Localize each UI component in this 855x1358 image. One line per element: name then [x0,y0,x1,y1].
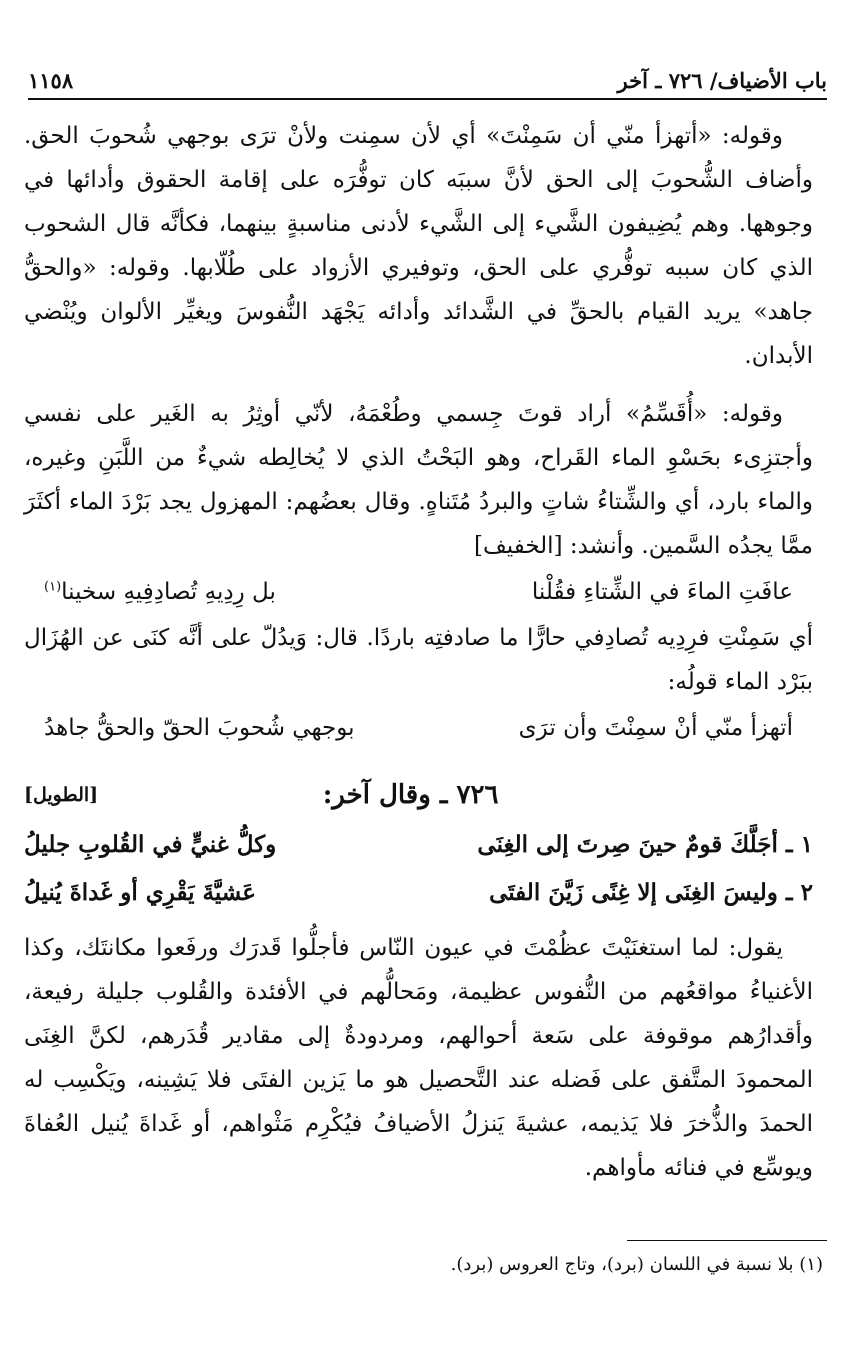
section-heading [24,770,813,820]
running-title: باب الأضياف/ ٧٢٦ ـ آخر [617,67,827,93]
poem-first-hemistich: ٢ ـ وليسَ الغِنَى إلا غِنًى زَيَّنَ الفتَى [489,878,813,906]
poem-line-1 [24,820,813,868]
poem-second-hemistich: وكلُّ غنيٍّ في القُلوبِ جليلُ [24,830,277,858]
verse-line-2 [24,704,813,752]
page-header [28,62,827,100]
verse-line-1 [24,568,813,616]
paragraph-1: وقوله: «أتهزأ منّي أن سَمِنْتَ» أي لأن سمِنت ولأنْ ترَى بوجهي شُحوبَ الحق. وأضاف الشُّحوبَ إلى الحق لأنَّ سببَه كان توفُّرَه على إقامة الحقوق وأدائها في وجوهها. وهم يُضِيفون الشَّيء إلى الشَّيء لأدنى مناسبةٍ بينهما، فكأنَّه قال الشحوب الذي كان سببه توفُّري على الحق، وتوفيري الأزواد على طُلّابها. وقوله: «والحقُّ جاهد» يريد القيام بالحقِّ في الشَّدائد وأدائه يَجْهَد النُّفوسَ ويغيِّر الألوان ويُنْضي الأبدان. [24,123,813,369]
verse-second-hemistich [44,579,389,605]
poem-second-hemistich: عَشيَّةَ يَقْرِي أو غَداةَ يُنيلُ [24,878,257,906]
meter-label: [الطويل] [24,784,99,806]
paragraph-4: يقول: لما استغنَيْتَ عظُمْتَ في عيون النّاس فأجلُّوا قَدرَك ورفَعوا مكانتَك، وكذا الأغنياءُ مواقعُهم من النُّفوس عظيمة، ومَحالُّهم في الأفئدة والقُلوب جليلة رفيعة، وأقدارُهم موقوفة على سَعة أحوالهم، ومردودةٌ إلى مقادير قُدَرهم، لكنَّ الغِنَى المحمودَ المتَّفق على فَضله عند التَّحصيل هو ما يَزين الفتَى فلا يَشِينه، ويَكْسِب له الحمدَ والذُّخرَ فلا يَذيمه، عشيةَ يَنزلُ الأضيافُ فيُكْرِم مَثْواهم، أو غَداةَ يُنيل العُفاةَ ويوسِّع في فنائه مأواهم. [24,935,813,1181]
verse-first-hemistich: عافَتِ الماءَ في الشِّتاءِ فقُلْنا [531,579,793,605]
paragraph-3: أي سَمِنْتِ فرِدِيه تُصادِفي حارًّا ما صادفتِه باردًا. قال: وَيدُلّ على أنَّه كنَى عن الهُزَال ببَرْد الماء قولُه: [24,625,813,695]
page-number: ١١٥٨ [28,67,74,93]
verse-second-hemistich: بوجهي شُحوبَ الحقّ والحقُّ جاهدُ [44,715,355,741]
footnote-divider [627,1240,827,1241]
poem-line-2 [24,868,813,916]
poem-first-hemistich: ١ ـ أجَلَّكَ قومٌ حينَ صِرتَ إلى الغِنَى [477,830,813,858]
footnote: (١) بلا نسبة في اللسان (برد)، وتاج العروس (برد). [450,1254,823,1275]
verse-second-text: بل رِدِيهِ تُصادِفِيهِ سخينا [61,579,276,605]
main-text [24,114,813,1190]
paragraph-2: وقوله: «أُقَسِّمُ» أراد قوتَ جِسمي وطُعْمَهُ، لأنّي أوثِرُ به الغَير على نفسي وأجتزِىء بحَسْوِ الماء القَراح، وهو البَحْتُ الذي لا يُخالِطه شيءٌ من اللَّبَنِ وغيره، والماء بارد، أي والشِّتاءُ شاتٍ والبردُ مُتَناهٍ. وقال بعضُهم: المهزول يجد بَرْدَ الماء أكثَرَ ممَّا يجدُه السَّمين. وأنشد: [الخفيف] [24,401,813,559]
verse-first-hemistich: أتهزأ منّي أنْ سمِنْتَ وأن ترَى [518,715,793,741]
footnote-marker: (١) [44,579,62,595]
section-title: ٧٢٦ ـ وقال آخر: [322,780,499,810]
